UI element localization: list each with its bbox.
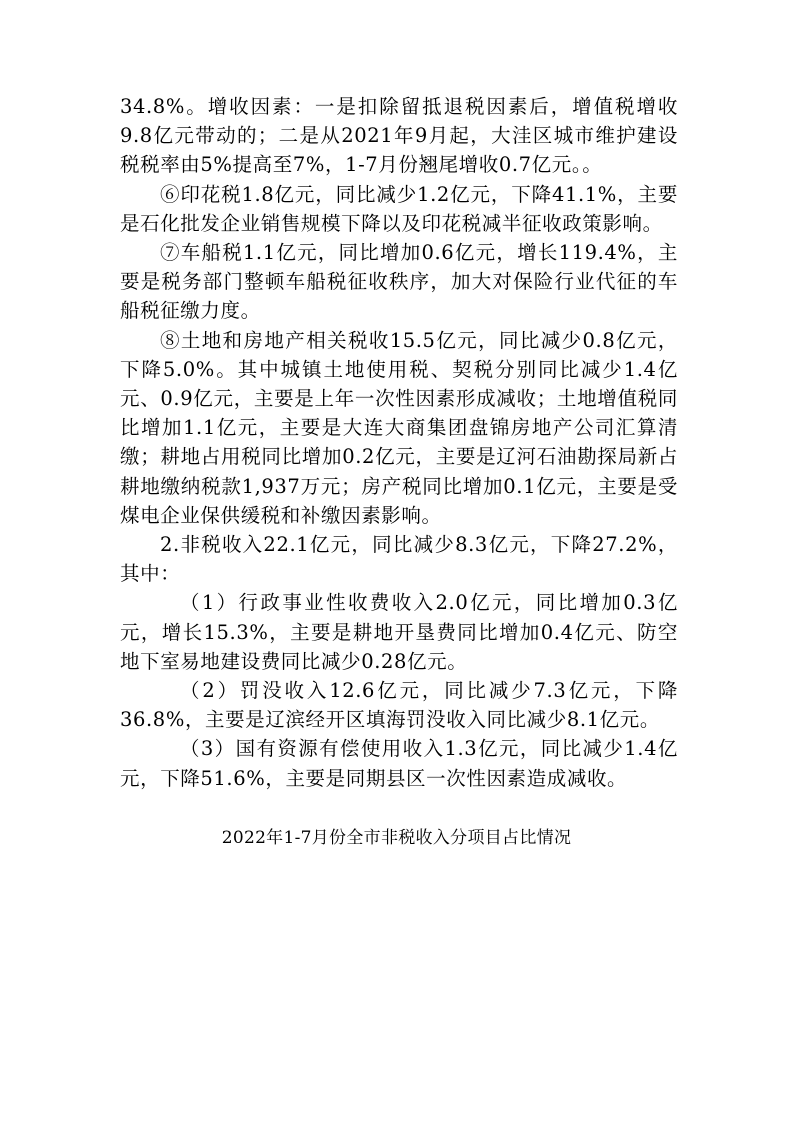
- paragraph-state-resources: （3）国有资源有偿使用收入1.3亿元，同比减少1.4亿元，下降51.6%，主要是同期县区一次性因素造成减收。: [120, 737, 678, 790]
- paragraph-vehicle-tax: ⑦车船税1.1亿元，同比增加0.6亿元，增长119.4%，主要是税务部门整顿车船税征收秩序，加大对保险行业代征的车船税征缴力度。: [120, 241, 678, 323]
- document-body: [120, 92, 678, 793]
- paragraph-stamp-tax: ⑥印花税1.8亿元，同比减少1.2亿元，下降41.1%，主要是石化批发企业销售规模下降以及印花税减半征收政策影响。: [120, 182, 678, 235]
- paragraph-fines-confiscations: （2）罚没收入12.6亿元，同比减少7.3亿元，下降36.8%，主要是辽滨经开区填海罚没收入同比减少8.1亿元。: [120, 679, 678, 732]
- paragraph-land-property-tax: ⑧土地和房地产相关税收15.5亿元，同比减少0.8亿元，下降5.0%。其中城镇土地使用税、契税分别同比减少1.4亿元、0.9亿元，主要是上年一次性因素形成减收；土地增值税同比增加1.1亿元，主要是大连大商集团盘锦房地产公司汇算清缴；耕地占用税同比增加0.2亿元，主要是辽河石油勘探局新占耕地缴纳税款1,937万元；房产税同比增加0.1亿元，主要是受煤电企业保供缓税和补缴因素影响。: [120, 328, 678, 527]
- paragraph-vat-increase: 34.8%。增收因素：一是扣除留抵退税因素后，增值税增收9.8亿元带动的；二是从2021年9月起，大洼区城市维护建设税税率由5%提高至7%，1-7月份翘尾增收0.7亿元。。: [120, 95, 678, 177]
- paragraph-administrative-fees: （1）行政事业性收费收入2.0亿元，同比增加0.3亿元，增长15.3%，主要是耕地开垦费同比增加0.4亿元、防空地下室易地建设费同比减少0.28亿元。: [120, 591, 678, 673]
- chart-caption: 2022年1-7月份全市非税收入分项目占比情况: [221, 828, 572, 848]
- paragraph-non-tax-income: 2.非税收入22.1亿元，同比减少8.3亿元，下降27.2%，其中：: [120, 533, 678, 586]
